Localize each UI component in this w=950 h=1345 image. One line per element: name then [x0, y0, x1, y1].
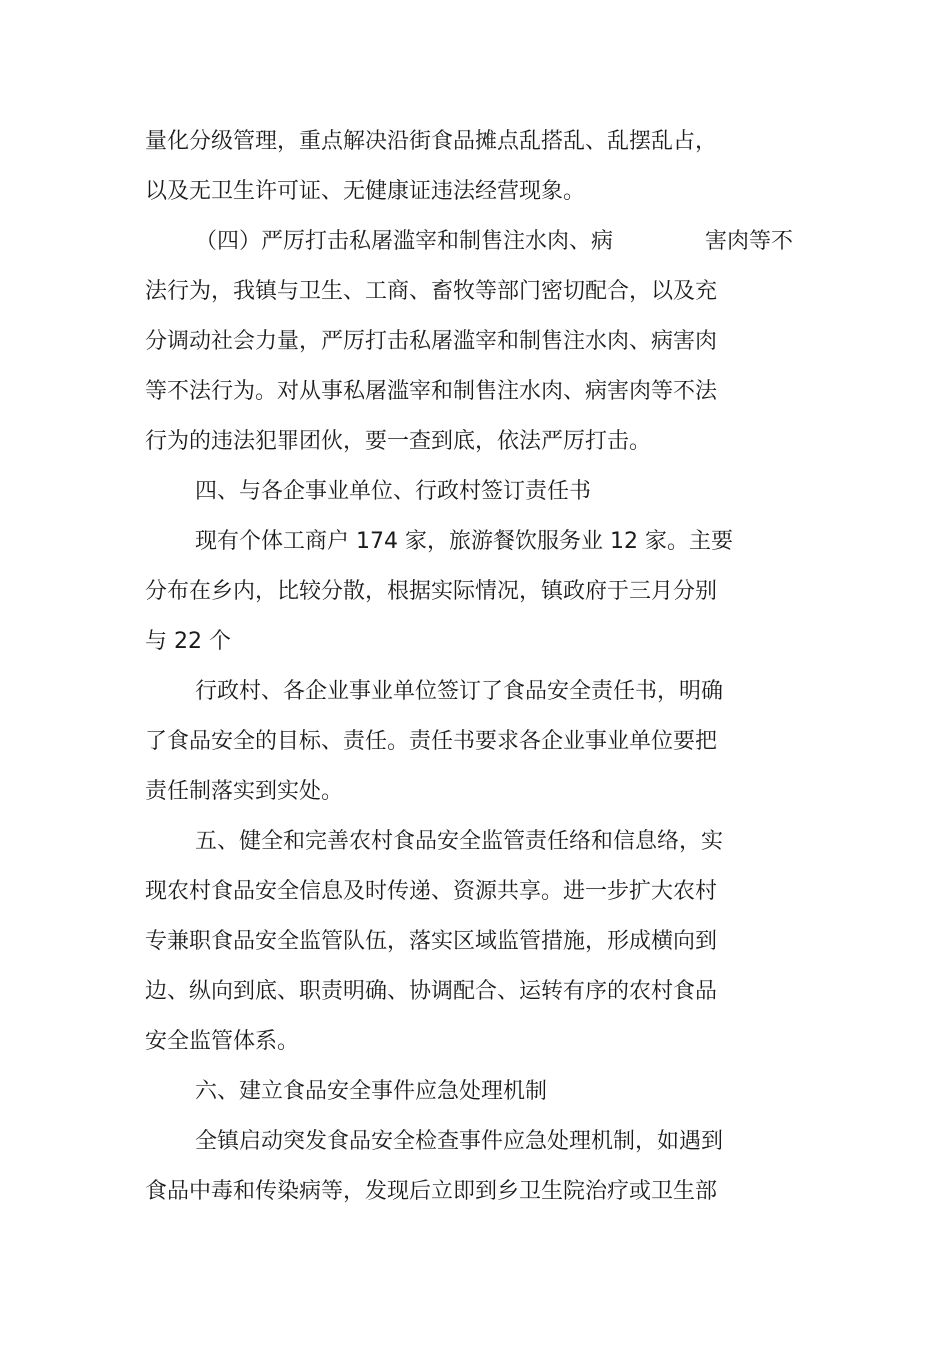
text-line: （四）严厉打击私屠滥宰和制售注水肉、病: [195, 229, 614, 254]
text-line: 与 22 个: [145, 629, 231, 654]
text-line: 了食品安全的目标、责任。责任书要求各企业事业单位要把: [145, 729, 718, 754]
text-line: 法行为，我镇与卫生、工商、畜牧等部门密切配合，以及充: [145, 279, 718, 304]
text-line: 量化分级管理，重点解决沿街食品摊点乱搭乱、乱摆乱占，: [145, 129, 718, 154]
text-line: 分调动社会力量，严厉打击私屠滥宰和制售注水肉、病害肉: [145, 329, 718, 354]
text-line: 行政村、各企业事业单位签订了食品安全责任书，明确: [195, 679, 724, 704]
text-line: 现有个体工商户 174 家，旅游餐饮服务业 12 家。主要: [195, 529, 733, 554]
text-line: 等不法行为。对从事私屠滥宰和制售注水肉、病害肉等不法: [145, 379, 718, 404]
text-line: 现农村食品安全信息及时传递、资源共享。进一步扩大农村: [145, 879, 718, 904]
text-line: 以及无卫生许可证、无健康证违法经营现象。: [145, 179, 586, 204]
section-heading: 六、建立食品安全事件应急处理机制: [195, 1079, 548, 1104]
text-line: 分布在乡内，比较分散，根据实际情况，镇政府于三月分别: [145, 579, 718, 604]
text-line: 全镇启动突发食品安全检查事件应急处理机制，如遇到: [195, 1129, 724, 1154]
section-heading: 五、健全和完善农村食品安全监管责任络和信息络，实: [195, 829, 724, 854]
text-line: 行为的违法犯罪团伙，要一查到底，依法严厉打击。: [145, 429, 652, 454]
text-line: 害肉等不: [705, 229, 794, 254]
text-line: 边、纵向到底、职责明确、协调配合、运转有序的农村食品: [145, 979, 718, 1004]
text-line: 责任制落实到实处。: [145, 779, 344, 804]
text-line: 食品中毒和传染病等，发现后立即到乡卫生院治疗或卫生部: [145, 1179, 718, 1204]
section-heading: 四、与各企事业单位、行政村签订责任书: [195, 479, 592, 504]
text-line: 安全监管体系。: [145, 1029, 300, 1054]
text-line: 专兼职食品安全监管队伍，落实区域监管措施，形成横向到: [145, 929, 718, 954]
